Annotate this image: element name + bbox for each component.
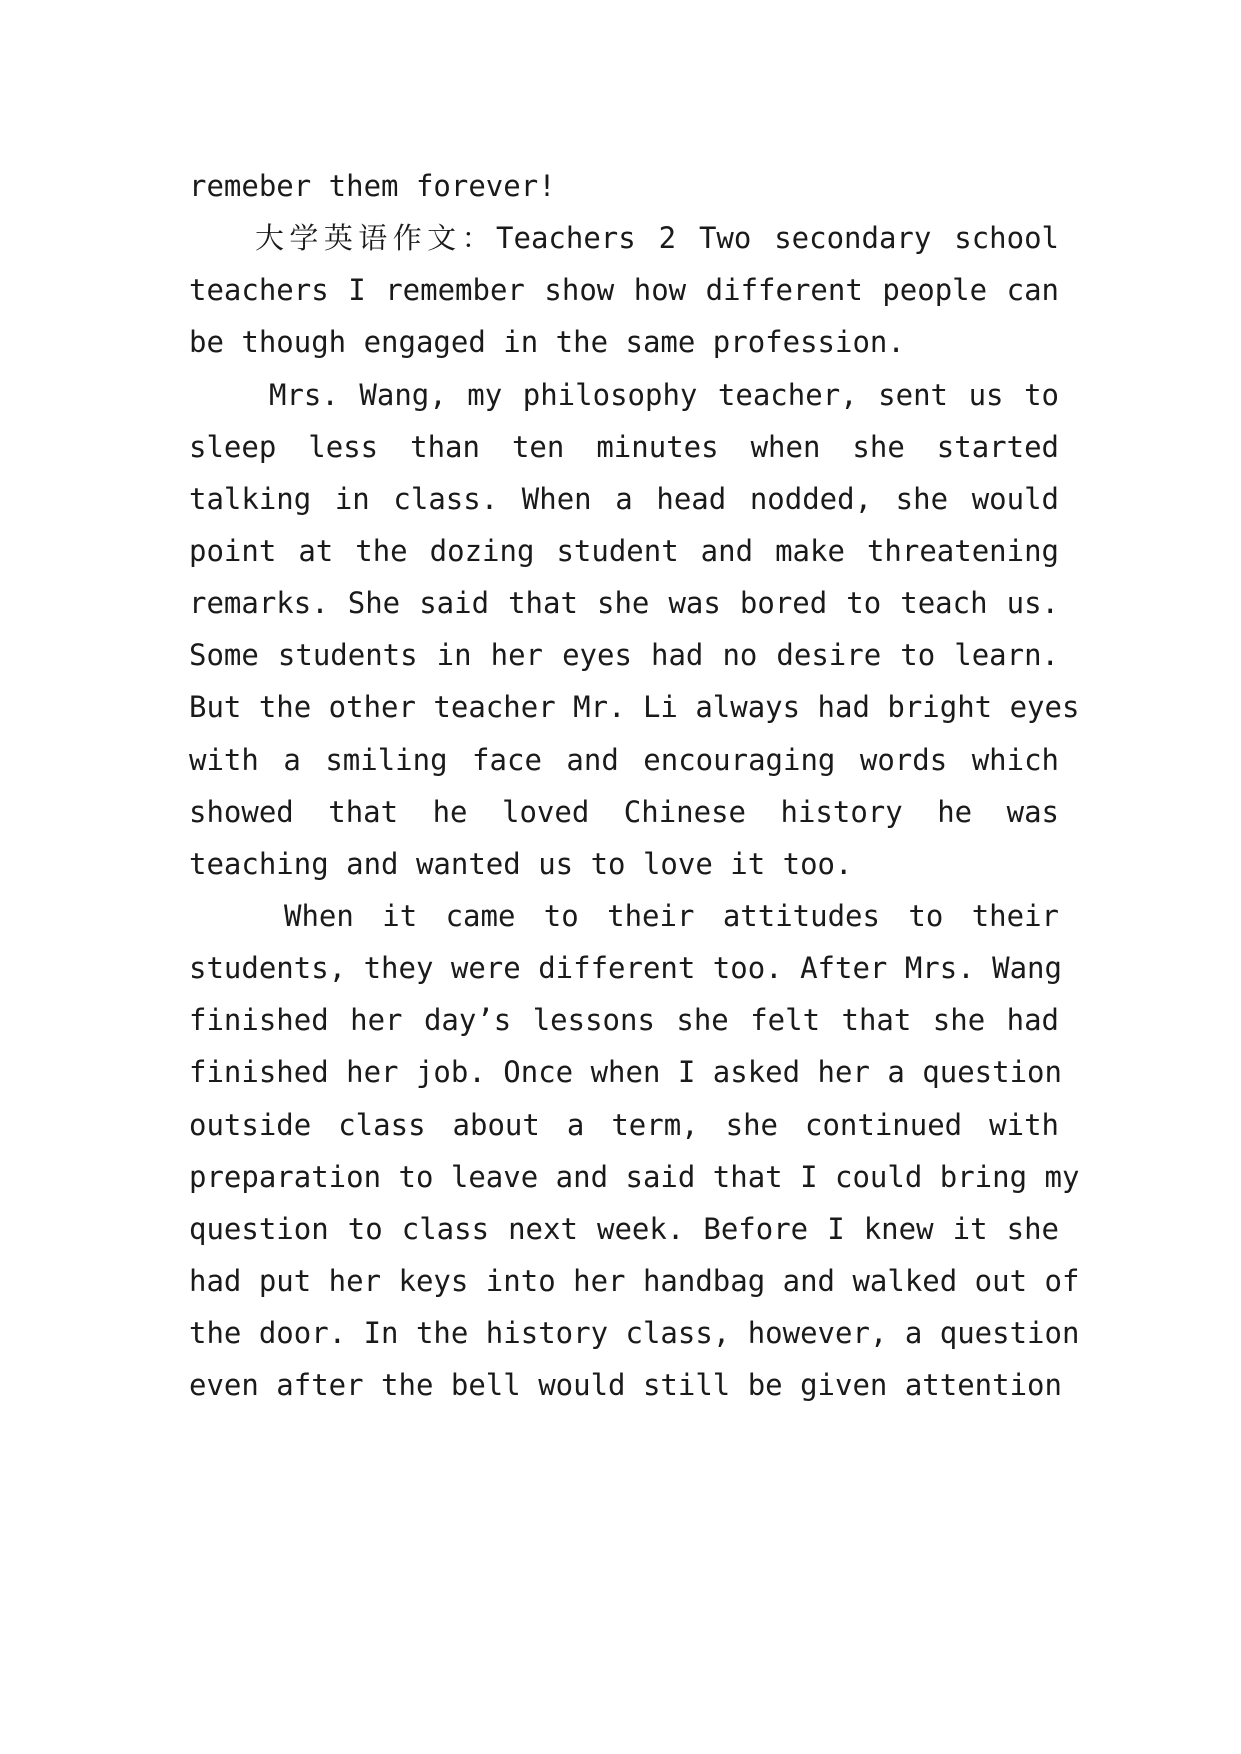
text-line: remarks. She said that she was bored to teach us. xyxy=(189,586,1059,620)
text-line: teachers I remember show how different people can xyxy=(189,273,1059,307)
text-line: be though engaged in the same profession. xyxy=(189,325,905,359)
text-line: with a smiling face and encouraging words which xyxy=(189,743,1059,777)
text-line: had put her keys into her handbag and walked out of xyxy=(189,1264,1080,1298)
text-line: students, they were different too. After Mrs. Wang xyxy=(189,951,1062,985)
text-line: finished her job. Once when I asked her a question xyxy=(189,1055,1062,1089)
text-line: outside class about a term, she continued with xyxy=(189,1108,1059,1142)
paragraph-start-line: When it came to their attitudes to their xyxy=(284,899,1059,933)
text-line: Some students in her eyes had no desire to learn. xyxy=(189,638,1059,672)
essay-title-line: 大学英语作文：Teachers 2 Two secondary school xyxy=(255,221,1059,255)
text-line: question to class next week. Before I knew it she xyxy=(189,1212,1059,1246)
text-line: preparation to leave and said that I could bring my xyxy=(189,1160,1080,1194)
text-line: the door. In the history class, however, a question xyxy=(189,1316,1080,1350)
text-line: remeber them forever! xyxy=(189,169,556,203)
text-line: teaching and wanted us to love it too. xyxy=(189,847,853,881)
text-line: point at the dozing student and make threatening xyxy=(189,534,1059,568)
text-line: even after the bell would still be given attention xyxy=(189,1368,1062,1402)
text-line: sleep less than ten minutes when she started xyxy=(189,430,1059,464)
text-line: showed that he loved Chinese history he was xyxy=(189,795,1059,829)
text-line: talking in class. When a head nodded, she would xyxy=(189,482,1059,516)
text-line: But the other teacher Mr. Li always had bright eyes xyxy=(189,690,1080,724)
paragraph-start-line: Mrs. Wang, my philosophy teacher, sent us to xyxy=(269,378,1059,412)
text-line: finished her day’s lessons she felt that she had xyxy=(189,1003,1059,1037)
